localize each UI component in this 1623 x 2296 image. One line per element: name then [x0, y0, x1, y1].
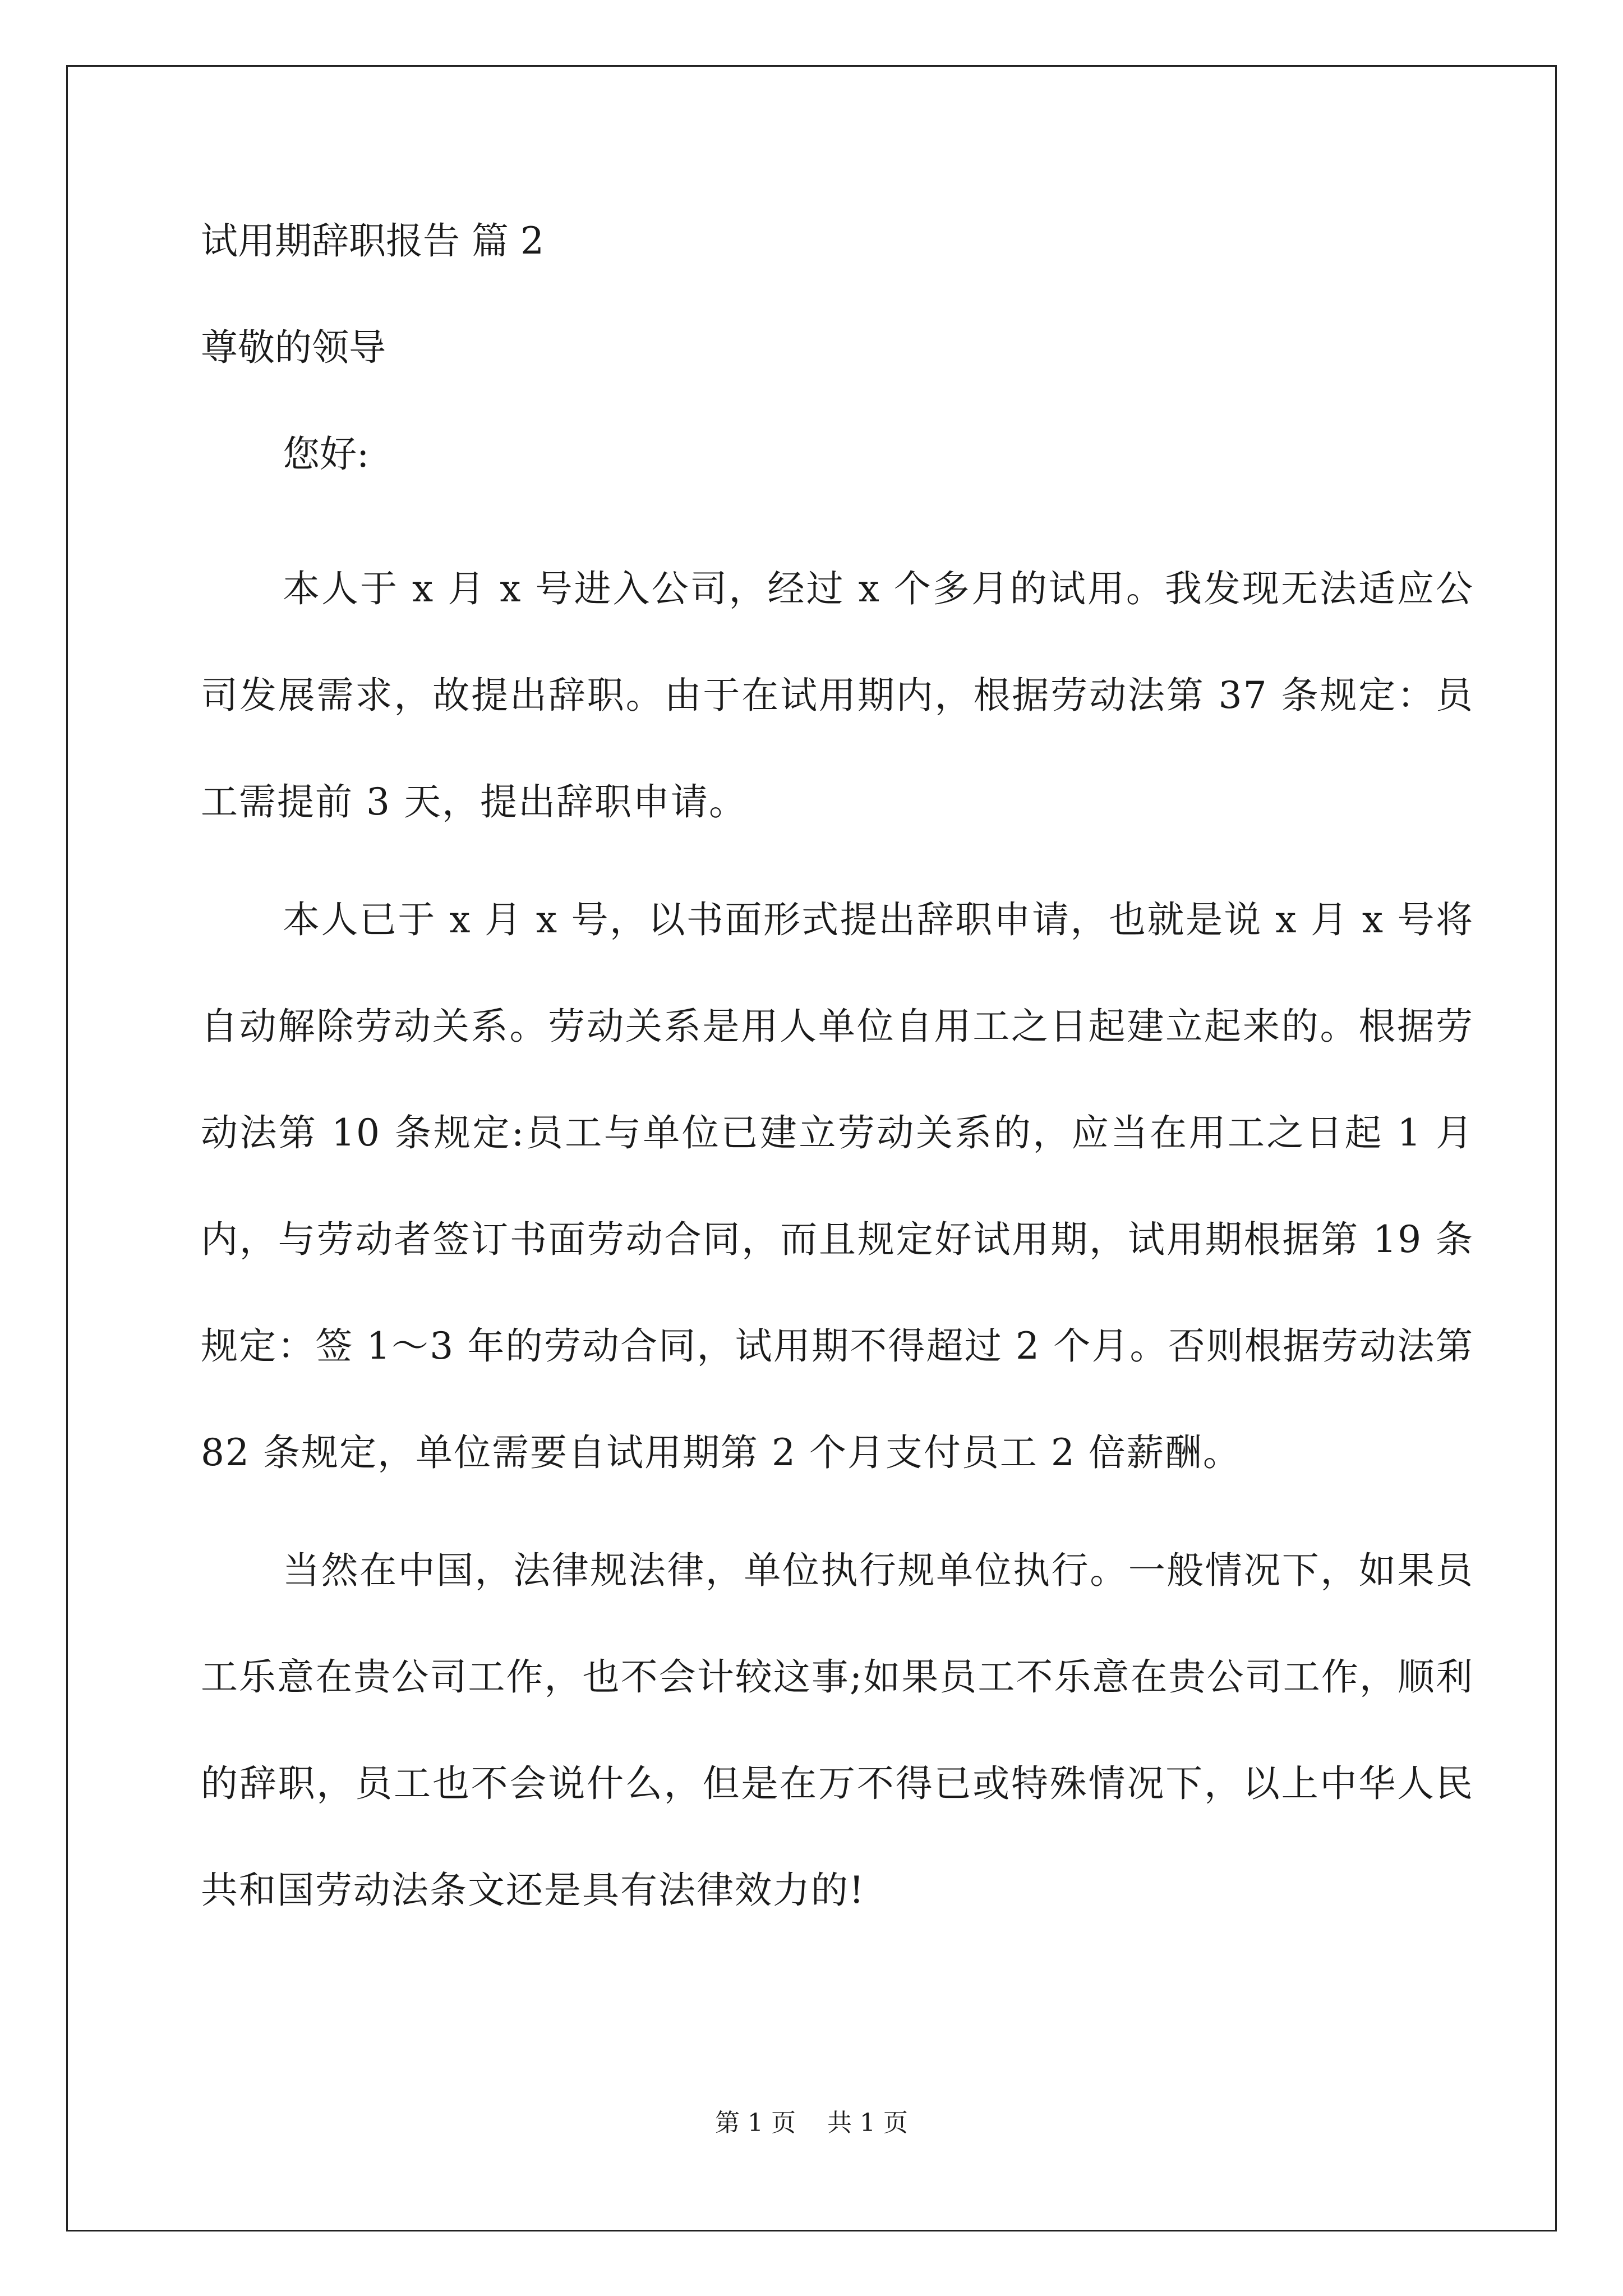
greeting: 您好: [283, 432, 370, 476]
paragraph-2: 本人已于 x 月 x 号，以书面形式提出辞职申请，也就是说 x 月 x 号将自动解除劳动关系。劳动关系是用人单位自用工之日起建立起来的。根据劳动法第 10 条规定:员工与单位已建立劳动关系的，应当在用工之日起 1 月内，与劳动者签订书面劳动合同，而且规定好试用期，试用期根据第 19 条规定：签 1～3 年的劳动合同，试用期不得超过 2 个月。否则根据劳动法第 82 条规定，单位需要自试用期第 2 个月支付员工 2 倍薪酬。 [201, 898, 1474, 1474]
salutation: 尊敬的领导 [201, 326, 386, 369]
paragraph-3: 当然在中国，法律规法律，单位执行规单位执行。一般情况下，如果员工乐意在贵公司工作，也不会计较这事;如果员工不乐意在贵公司工作，顺利的辞职，员工也不会说什么，但是在万不得已或特殊情况下，以上中华人民共和国劳动法条文还是具有法律效力的! [201, 1549, 1474, 1912]
paragraph-1: 本人于 x 月 x 号进入公司，经过 x 个多月的试用。我发现无法适应公司发展需求，故提出辞职。由于在试用期内，根据劳动法第 37 条规定：员工需提前 3 天，提出辞职申请。 [201, 567, 1474, 823]
document-body [201, 216, 1474, 1955]
document-title: 试用期辞职报告 篇 2 [201, 219, 544, 263]
page-number: 第 1 页 共 1 页 [715, 2109, 908, 2137]
